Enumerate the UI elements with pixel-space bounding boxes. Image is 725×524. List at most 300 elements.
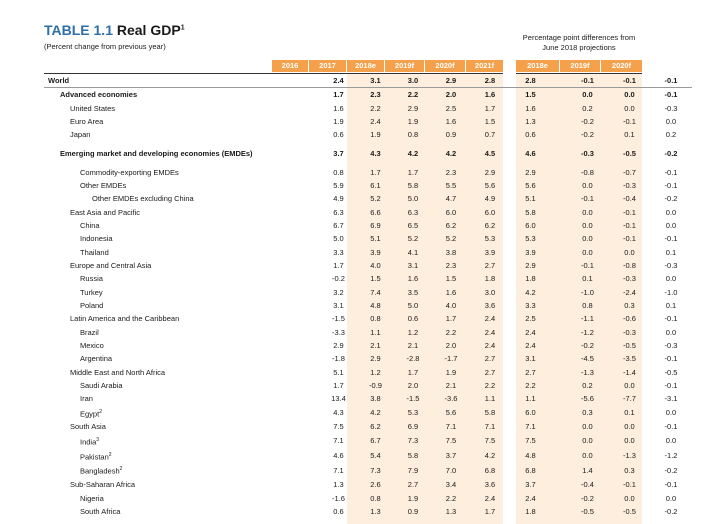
table-subtitle: (Percent change from previous year) xyxy=(44,42,166,51)
table-row xyxy=(44,420,692,433)
value-cell: 7.5 xyxy=(484,436,496,446)
diff-cell: 0.0 xyxy=(665,207,677,217)
row-label xyxy=(44,505,320,518)
value-cell: 1.6 xyxy=(445,287,457,297)
column-gap xyxy=(551,463,566,478)
value-cell: 2.9 xyxy=(484,167,496,177)
table-row xyxy=(44,492,692,505)
row-label-text: India xyxy=(80,437,97,447)
diff-cell: 0.0 xyxy=(624,90,635,100)
table-row xyxy=(44,352,692,365)
year-header-cell: 2020f xyxy=(425,60,465,72)
value-cell: 3.0 xyxy=(484,287,496,297)
table-row xyxy=(44,406,692,421)
diff-cell: -0.5 xyxy=(664,367,678,377)
value-cell: 1.9 xyxy=(333,116,344,126)
column-gap xyxy=(551,366,566,379)
value-cell: 1.8 xyxy=(525,506,536,516)
value-cell: 2.3 xyxy=(445,167,457,177)
row-label xyxy=(44,166,320,179)
row-footnote: 2 xyxy=(108,451,112,458)
value-cell: 1.5 xyxy=(370,274,381,284)
value-cell: 0.9 xyxy=(407,506,419,516)
row-label xyxy=(44,272,320,285)
diff-cell: -1.3 xyxy=(623,451,636,461)
column-gap xyxy=(551,352,566,365)
diff-cell: -0.8 xyxy=(581,167,594,177)
value-cell: 6.2 xyxy=(445,220,457,230)
diff-cell: 0.0 xyxy=(582,436,593,446)
value-cell: 7.4 xyxy=(370,287,381,297)
row-label xyxy=(44,128,320,141)
value-cell: 1.6 xyxy=(407,274,419,284)
value-cell: 1.3 xyxy=(525,116,536,126)
value-cell: 5.2 xyxy=(407,234,419,244)
value-cell: 3.7 xyxy=(525,480,536,490)
value-cell: 2.1 xyxy=(445,380,457,390)
value-cell: 3.5 xyxy=(407,287,419,297)
value-cell: 2.0 xyxy=(445,90,457,100)
value-cell: 2.2 xyxy=(445,493,457,503)
diff-cell: 0.0 xyxy=(665,220,677,230)
value-cell: 2.0 xyxy=(445,340,457,350)
column-gap xyxy=(551,88,566,102)
table-row xyxy=(44,166,692,179)
value-cell: 2.2 xyxy=(370,103,381,113)
value-cell: 2.5 xyxy=(525,314,536,324)
row-label-text: Bangladesh xyxy=(80,466,120,476)
table-title-text: Real GDP xyxy=(116,22,181,38)
value-cell: 1.7 xyxy=(445,314,457,324)
value-cell: 5.3 xyxy=(407,408,419,418)
value-cell: 1.5 xyxy=(525,90,536,100)
row-label-text: Sub-Saharan Africa xyxy=(70,480,136,490)
diff-cell: -0.4 xyxy=(581,480,594,490)
row-label-text: Latin America and the Caribbean xyxy=(70,314,180,324)
value-cell: 5.2 xyxy=(370,194,381,204)
table-row xyxy=(44,366,692,379)
value-cell: 4.2 xyxy=(445,148,457,158)
value-cell: 5.4 xyxy=(370,451,381,461)
row-label-text: World xyxy=(48,76,70,85)
table-row xyxy=(44,88,692,102)
row-label-text: United States xyxy=(70,103,116,113)
value-cell: 2.8 xyxy=(510,74,551,88)
column-gap xyxy=(551,406,566,421)
value-cell: 4.1 xyxy=(407,247,419,257)
row-label xyxy=(44,142,320,166)
value-cell: 1.9 xyxy=(407,493,419,503)
diff-cell: -0.1 xyxy=(566,74,609,88)
value-cell: 2.8 xyxy=(470,74,510,88)
table-row xyxy=(44,179,692,192)
diff-cell: 0.1 xyxy=(582,274,593,284)
row-label xyxy=(44,102,320,115)
row-footnote: 3 xyxy=(96,436,100,443)
diff-cell: 0.0 xyxy=(582,90,593,100)
value-cell: 6.0 xyxy=(445,207,457,217)
value-cell: -1.6 xyxy=(332,493,345,503)
row-label xyxy=(44,88,320,102)
value-cell: 4.3 xyxy=(333,408,344,418)
diff-cell: -0.3 xyxy=(623,180,636,190)
column-gap xyxy=(551,142,566,166)
row-label xyxy=(44,299,320,312)
value-cell: 6.2 xyxy=(484,220,496,230)
value-cell: 3.7 xyxy=(333,148,344,158)
value-cell: 3.4 xyxy=(445,480,457,490)
value-cell: 3.1 xyxy=(525,354,536,364)
diff-cell: 0.3 xyxy=(624,300,635,310)
diff-cell: -0.1 xyxy=(664,380,678,390)
value-cell: 1.9 xyxy=(445,367,457,377)
value-cell: 7.1 xyxy=(484,422,496,432)
value-cell: -1.5 xyxy=(332,314,345,324)
row-label xyxy=(44,326,320,339)
diff-cell: -0.3 xyxy=(623,327,636,337)
diff-cell: -2.4 xyxy=(623,287,636,297)
column-gap xyxy=(551,246,566,259)
table-row xyxy=(44,232,692,245)
diff-header: Percentage point differences from June 2018 projections xyxy=(522,33,636,52)
row-label-text: Commodity-exporting EMDEs xyxy=(80,167,179,177)
value-cell: 7.1 xyxy=(445,422,457,432)
value-cell: 1.6 xyxy=(484,90,496,100)
value-cell: 1.9 xyxy=(407,116,419,126)
row-label xyxy=(44,232,320,245)
value-cell: 5.1 xyxy=(525,194,536,204)
column-gap xyxy=(551,379,566,392)
value-cell: 2.2 xyxy=(484,380,496,390)
diff-cell: -0.5 xyxy=(623,148,636,158)
value-cell: 1.8 xyxy=(525,274,536,284)
table-row xyxy=(44,339,692,352)
table-row xyxy=(44,142,692,166)
value-cell: 7.0 xyxy=(445,466,457,476)
table-row xyxy=(44,299,692,312)
value-cell: 1.2 xyxy=(407,327,419,337)
value-cell: 4.6 xyxy=(333,451,344,461)
diff-cell: -0.1 xyxy=(664,480,678,490)
diff-cell: 0.0 xyxy=(624,422,635,432)
value-cell: -3.6 xyxy=(444,394,458,404)
value-cell: 0.8 xyxy=(370,314,381,324)
value-cell: 5.0 xyxy=(407,194,419,204)
row-label-text: Saudi Arabia xyxy=(80,380,123,390)
table-title xyxy=(44,22,185,38)
value-cell: 6.3 xyxy=(333,207,344,217)
diff-cell: -1.4 xyxy=(623,367,636,377)
value-cell: 7.9 xyxy=(407,466,419,476)
column-gap xyxy=(551,286,566,299)
value-cell: 2.9 xyxy=(432,74,470,88)
value-cell: 1.7 xyxy=(407,167,419,177)
row-label-text: Emerging market and developing economies (EMDEs) xyxy=(60,148,253,158)
row-label xyxy=(44,449,320,464)
diff-cell: 0.1 xyxy=(665,247,677,257)
value-cell: 1.1 xyxy=(525,394,536,404)
diff-cell: -0.2 xyxy=(581,116,594,126)
diff-cell: -0.1 xyxy=(623,220,636,230)
value-cell: 2.1 xyxy=(370,340,381,350)
diff-cell: -0.1 xyxy=(623,116,636,126)
value-cell: 2.4 xyxy=(320,74,357,88)
value-cell: 2.4 xyxy=(484,493,496,503)
value-cell: 3.3 xyxy=(333,247,344,257)
value-cell: 0.9 xyxy=(445,130,457,140)
value-cell: 2.7 xyxy=(484,354,496,364)
row-label xyxy=(44,463,320,478)
diff-cell: -0.3 xyxy=(664,103,678,113)
diff-cell: -0.1 xyxy=(664,314,678,324)
row-label-text: Europe and Central Asia xyxy=(70,260,152,270)
value-cell: 2.7 xyxy=(525,367,536,377)
table-number: TABLE 1.1 xyxy=(44,22,113,38)
value-cell: 1.3 xyxy=(333,480,344,490)
value-cell: 13.4 xyxy=(331,394,346,404)
year-header-cell: 2018e xyxy=(347,60,384,72)
diff-cell: -0.1 xyxy=(664,90,678,100)
diff-cell: 0.0 xyxy=(582,247,593,257)
column-gap xyxy=(551,206,566,219)
column-gap xyxy=(551,166,566,179)
diff-cell: -0.1 xyxy=(664,234,678,244)
table-row xyxy=(44,286,692,299)
row-label-text: Advanced economies xyxy=(60,90,138,100)
value-cell: 2.3 xyxy=(445,260,457,270)
diff-header-cell: 2018e xyxy=(516,60,559,72)
row-label xyxy=(44,434,320,449)
value-cell: 7.1 xyxy=(525,422,536,432)
row-label xyxy=(44,406,320,421)
row-label xyxy=(44,192,320,205)
diff-cell: -1.2 xyxy=(664,451,678,461)
diff-cell: 0.1 xyxy=(624,408,635,418)
row-label-text: China xyxy=(80,220,100,230)
value-cell: 2.4 xyxy=(484,314,496,324)
diff-cell: 0.0 xyxy=(624,247,635,257)
row-label-text: South Asia xyxy=(70,422,106,432)
diff-cell: -0.1 xyxy=(650,74,692,88)
value-cell: 3.9 xyxy=(484,247,496,257)
year-header-cell: 2019f xyxy=(385,60,424,72)
row-label-text: Egypt xyxy=(80,409,100,419)
value-cell: 4.2 xyxy=(484,451,496,461)
diff-cell: -0.1 xyxy=(609,74,650,88)
value-cell: 2.4 xyxy=(525,327,536,337)
diff-cell: -0.2 xyxy=(664,148,678,158)
year-header-cell: 2016 xyxy=(272,60,308,72)
value-cell: -0.2 xyxy=(332,274,345,284)
diff-cell: 0.0 xyxy=(665,116,677,126)
value-cell: -1.5 xyxy=(406,394,420,404)
value-cell: 6.9 xyxy=(370,220,381,230)
value-cell: 2.0 xyxy=(407,380,419,390)
value-cell: 2.7 xyxy=(484,260,496,270)
diff-cell: -0.3 xyxy=(581,148,594,158)
value-cell: 3.1 xyxy=(407,260,419,270)
value-cell: 0.6 xyxy=(333,506,344,516)
diff-cell: -7.7 xyxy=(623,394,636,404)
value-cell: 2.4 xyxy=(525,340,536,350)
diff-cell: -1.3 xyxy=(581,367,594,377)
value-cell: 1.7 xyxy=(484,506,496,516)
value-cell: 3.0 xyxy=(394,74,432,88)
row-label xyxy=(44,312,320,325)
row-label-text: East Asia and Pacific xyxy=(70,207,141,217)
row-label xyxy=(44,179,320,192)
value-cell: 5.8 xyxy=(484,408,496,418)
value-cell: 5.8 xyxy=(407,180,419,190)
diff-cell: -0.4 xyxy=(623,194,636,204)
column-gap xyxy=(551,449,566,464)
row-label-text: Poland xyxy=(80,300,104,310)
diff-cell: -0.1 xyxy=(664,167,678,177)
value-cell: 2.9 xyxy=(525,167,536,177)
column-gap xyxy=(551,339,566,352)
diff-cell: 1.4 xyxy=(582,466,593,476)
table-row xyxy=(44,246,692,259)
row-label-text: Japan xyxy=(70,130,91,140)
value-cell: 5.6 xyxy=(484,180,496,190)
value-cell: 2.3 xyxy=(370,90,381,100)
diff-cell: 0.0 xyxy=(624,380,635,390)
diff-cell: -0.2 xyxy=(664,466,678,476)
diff-cell: 0.0 xyxy=(665,327,677,337)
diff-cell: -0.2 xyxy=(664,506,678,516)
diff-cell: -0.1 xyxy=(623,234,636,244)
table-row xyxy=(44,505,692,518)
diff-cell: 0.8 xyxy=(582,300,593,310)
value-cell: 7.5 xyxy=(333,422,344,432)
row-label-text: Argentina xyxy=(80,354,113,364)
diff-cell: 0.0 xyxy=(665,274,677,284)
value-cell: 3.1 xyxy=(333,300,344,310)
value-cell: 3.8 xyxy=(370,394,381,404)
table-row xyxy=(44,115,692,128)
row-label xyxy=(44,74,320,88)
row-label xyxy=(44,246,320,259)
value-cell: 4.2 xyxy=(370,408,381,418)
diff-header-cell: 2019f xyxy=(560,60,600,72)
value-cell: 5.3 xyxy=(484,234,496,244)
row-label-text: Nigeria xyxy=(80,493,104,503)
value-cell: 5.0 xyxy=(333,234,344,244)
diff-cell: -0.2 xyxy=(581,340,594,350)
value-cell: 3.3 xyxy=(525,300,536,310)
value-cell: 6.1 xyxy=(370,180,381,190)
diff-cell: -0.3 xyxy=(623,274,636,284)
row-label xyxy=(44,219,320,232)
diff-cell: 0.1 xyxy=(624,130,635,140)
value-cell: -1.8 xyxy=(332,354,345,364)
row-label-text: Indonesia xyxy=(80,234,113,244)
column-gap xyxy=(551,232,566,245)
value-cell: 6.0 xyxy=(525,220,536,230)
column-gap xyxy=(551,434,566,449)
value-cell: 1.1 xyxy=(484,394,496,404)
table-row xyxy=(44,463,692,478)
value-cell: 6.0 xyxy=(484,207,496,217)
diff-cell: -1.0 xyxy=(664,287,678,297)
value-cell: 4.9 xyxy=(333,194,344,204)
diff-cell: 0.0 xyxy=(665,408,677,418)
table-row xyxy=(44,449,692,464)
diff-cell: 0.0 xyxy=(582,207,593,217)
table-row xyxy=(44,478,692,491)
column-gap xyxy=(551,102,566,115)
value-cell: 5.6 xyxy=(525,180,536,190)
column-gap xyxy=(551,74,566,88)
column-gap xyxy=(551,272,566,285)
value-cell: 2.9 xyxy=(333,340,344,350)
value-cell: 4.0 xyxy=(370,260,381,270)
table-row xyxy=(44,312,692,325)
column-gap xyxy=(551,392,566,405)
diff-cell: -3.5 xyxy=(623,354,636,364)
value-cell: 2.4 xyxy=(370,116,381,126)
diff-cell: 0.0 xyxy=(582,180,593,190)
row-label-text: Euro Area xyxy=(70,116,104,126)
column-gap xyxy=(551,179,566,192)
column-gap xyxy=(551,326,566,339)
value-cell: 2.9 xyxy=(407,103,419,113)
diff-cell: 0.0 xyxy=(665,436,677,446)
row-label-text: South Africa xyxy=(80,506,121,516)
value-cell: 2.7 xyxy=(407,480,419,490)
value-cell: 2.2 xyxy=(525,380,536,390)
row-label-text: Thailand xyxy=(80,247,109,257)
table-row xyxy=(44,128,692,141)
value-cell: -0.9 xyxy=(369,380,382,390)
value-cell: 3.6 xyxy=(484,300,496,310)
value-cell: 1.7 xyxy=(333,260,344,270)
value-cell: 0.6 xyxy=(407,314,419,324)
diff-cell: -1.2 xyxy=(581,327,594,337)
diff-cell: -0.2 xyxy=(581,130,594,140)
value-cell: 6.8 xyxy=(525,466,536,476)
row-label xyxy=(44,492,320,505)
diff-cell: -1.0 xyxy=(581,287,594,297)
value-cell: 2.2 xyxy=(407,90,419,100)
diff-cell: 0.1 xyxy=(665,300,677,310)
value-cell: 2.1 xyxy=(407,340,419,350)
value-cell: 5.9 xyxy=(333,180,344,190)
table-row xyxy=(44,434,692,449)
value-cell: 6.0 xyxy=(525,408,536,418)
diff-cell: 0.3 xyxy=(582,408,593,418)
value-cell: 4.2 xyxy=(407,148,419,158)
value-cell: 0.6 xyxy=(333,130,344,140)
column-gap xyxy=(551,478,566,491)
value-cell: -3.3 xyxy=(332,327,345,337)
row-label-text: Middle East and North Africa xyxy=(70,367,166,377)
value-cell: 1.3 xyxy=(370,506,381,516)
value-cell: 5.1 xyxy=(333,367,344,377)
table-row xyxy=(44,259,692,272)
value-cell: 0.8 xyxy=(333,167,344,177)
diff-cell: -1.1 xyxy=(581,314,594,324)
value-cell: 4.3 xyxy=(370,148,381,158)
diff-cell: 0.2 xyxy=(582,380,593,390)
diff-cell: -0.3 xyxy=(664,340,678,350)
diff-cell: -4.5 xyxy=(581,354,594,364)
value-cell: 4.6 xyxy=(525,148,536,158)
row-label-text: Other EMDEs excluding China xyxy=(92,194,194,204)
diff-cell: -0.6 xyxy=(623,314,636,324)
column-gap xyxy=(551,259,566,272)
diff-cell: -0.5 xyxy=(623,340,636,350)
